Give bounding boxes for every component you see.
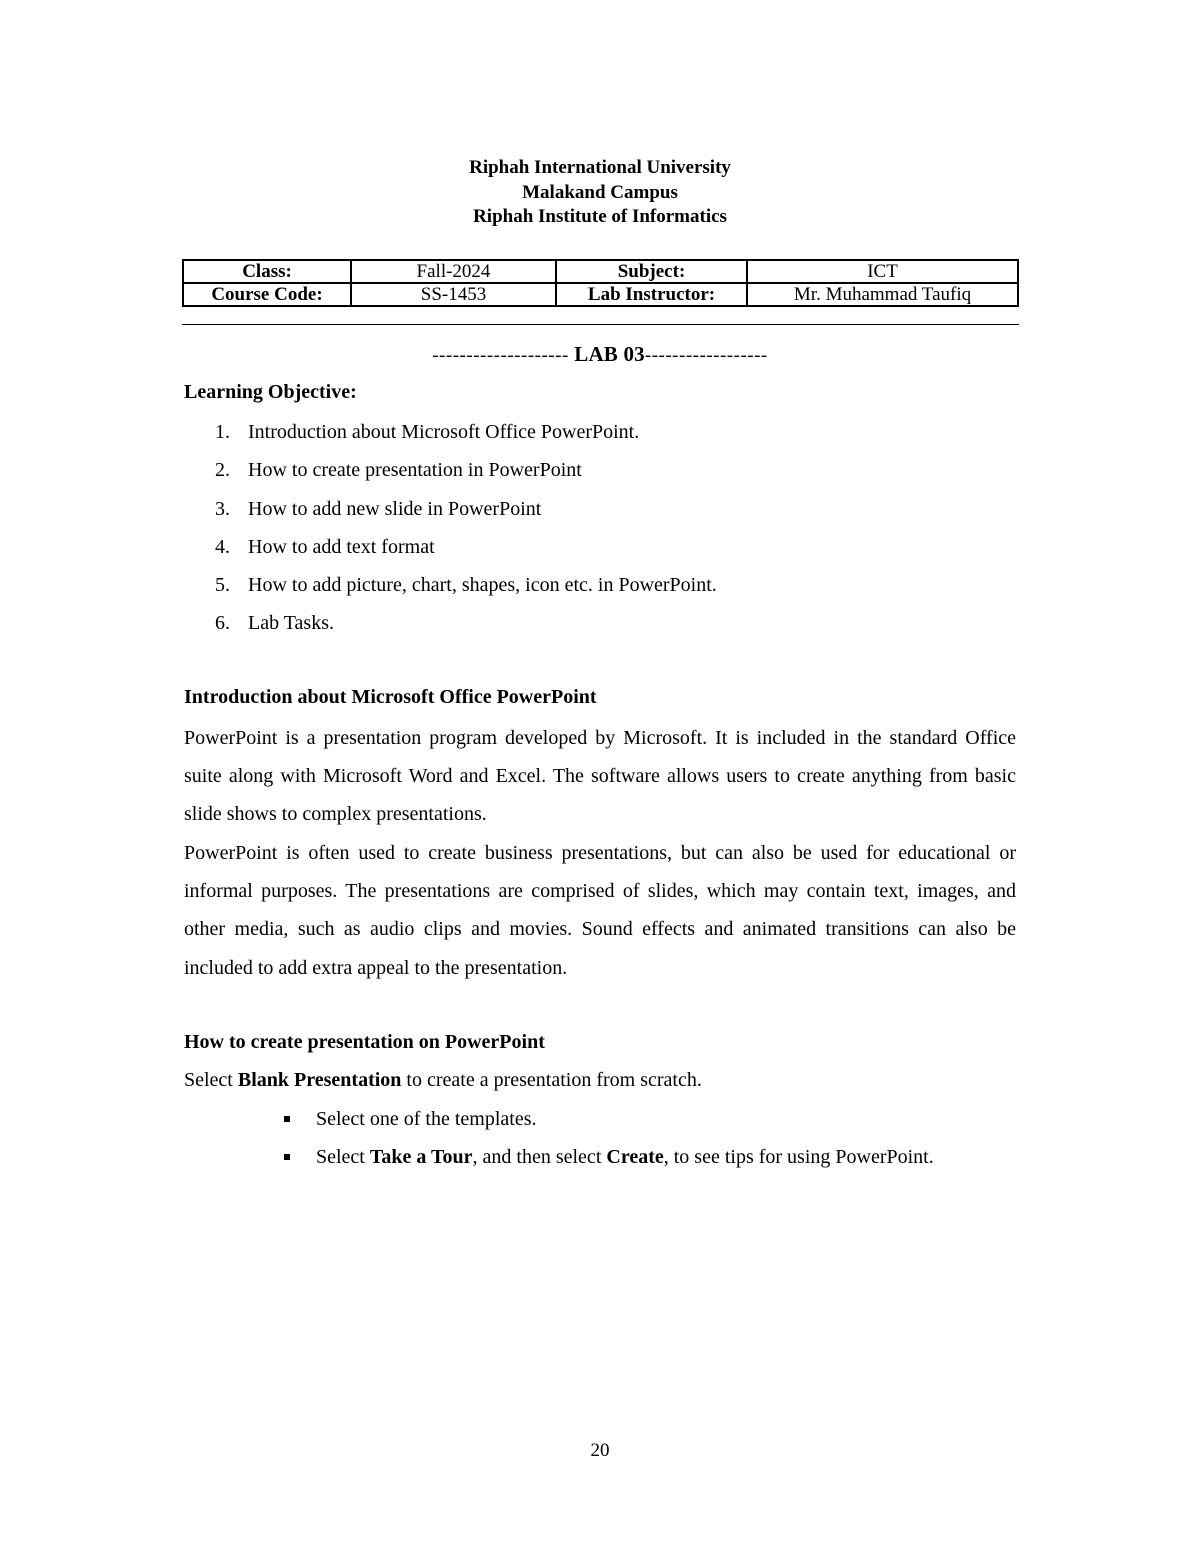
- instructor-value: Mr. Muhammad Taufiq: [747, 283, 1018, 306]
- objectives-list: [184, 418, 717, 648]
- step-bold-text: Blank Presentation: [237, 1069, 402, 1091]
- list-item: [184, 571, 717, 609]
- list-text: Lab Tasks.: [248, 612, 334, 635]
- create-step: [184, 1069, 702, 1092]
- course-info-table: [182, 259, 1019, 307]
- lab-title: [0, 342, 1200, 367]
- list-number: 1.: [215, 421, 230, 443]
- list-item: [184, 418, 717, 456]
- list-item: [184, 533, 717, 571]
- lab-number: LAB 03: [574, 342, 645, 366]
- table-row: [183, 283, 1018, 306]
- list-text: Introduction about Microsoft Office PowerPoint.: [248, 421, 640, 443]
- list-number: 3.: [215, 497, 230, 520]
- list-text: How to add new slide in PowerPoint: [248, 497, 542, 520]
- institute-name: Riphah Institute of Informatics: [473, 206, 727, 227]
- university-name: Riphah International University: [469, 157, 731, 178]
- intro-heading: Introduction about Microsoft Office PowerPoint: [184, 686, 597, 708]
- list-item: [280, 1143, 934, 1181]
- horizontal-divider: [182, 324, 1019, 325]
- list-text: How to add text format: [248, 535, 435, 558]
- lab-dash-left: --------------------: [432, 345, 569, 366]
- bullet-text: Select: [316, 1146, 370, 1169]
- list-item: [184, 456, 717, 494]
- list-number: 5.: [215, 574, 230, 597]
- table-row: [183, 260, 1018, 283]
- list-item: [184, 495, 717, 533]
- create-bullets: [280, 1105, 934, 1182]
- list-item: [280, 1105, 934, 1143]
- subject-value: ICT: [747, 260, 1018, 283]
- bullet-bold-text: Take a Tour: [369, 1146, 473, 1169]
- create-heading: How to create presentation on PowerPoint: [184, 1031, 545, 1053]
- list-item: [184, 609, 717, 647]
- course-code-value: SS-1453: [351, 283, 556, 306]
- class-value: Fall-2024: [351, 260, 556, 283]
- list-number: 2.: [215, 459, 230, 482]
- intro-paragraph-1: PowerPoint is a presentation program developed by Microsoft. It is included in the standard Office suite along with Microsoft Word and Excel. The software allows users to create anything from basic slide shows to complex presentations.: [184, 727, 1016, 826]
- square-bullet-icon: [284, 1116, 290, 1122]
- instructor-label: Lab Instructor:: [556, 283, 747, 306]
- campus-name: Malakand Campus: [522, 181, 678, 203]
- square-bullet-icon: [284, 1154, 290, 1160]
- bullet-text: Select one of the templates.: [316, 1108, 537, 1130]
- list-text: How to create presentation in PowerPoint: [248, 459, 582, 482]
- intro-paragraph-2: PowerPoint is often used to create business presentations, but can also be used for educational or informal purposes. The presentations are comprised of slides, which may contain text, images, and other media, such as audio clips and movies. Sound effects and animated transitions can also be included to add extra appeal to the presentation.: [184, 842, 1016, 979]
- bullet-bold-text: Create: [606, 1146, 664, 1169]
- course-code-label: Course Code:: [183, 283, 351, 306]
- list-text: How to add picture, chart, shapes, icon etc. in PowerPoint.: [248, 574, 717, 597]
- class-label: Class:: [183, 260, 351, 283]
- step-text: to create a presentation from scratch.: [401, 1069, 702, 1091]
- subject-label: Subject:: [556, 260, 747, 283]
- list-number: 6.: [215, 612, 230, 635]
- lab-dash-right: ------------------: [644, 345, 768, 366]
- list-number: 4.: [215, 535, 230, 558]
- step-text: Select: [184, 1069, 238, 1091]
- learning-objective-heading: Learning Objective:: [184, 381, 357, 403]
- bullet-text: , and then select: [472, 1146, 607, 1169]
- bullet-text: , to see tips for using PowerPoint.: [663, 1146, 934, 1169]
- document-header: [0, 156, 1200, 230]
- page-number: 20: [590, 1440, 610, 1461]
